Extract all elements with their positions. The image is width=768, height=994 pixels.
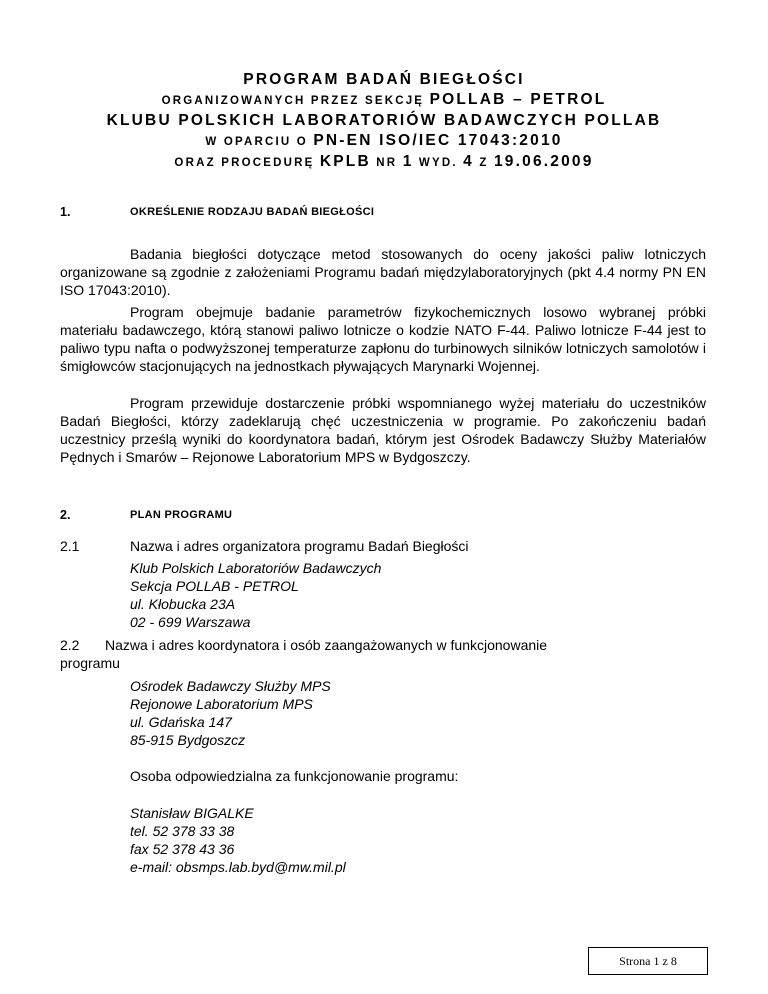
organizer-address-line: 02 - 699 Warszawa — [130, 614, 251, 630]
title-line-5-c: NR — [370, 157, 403, 169]
title-line-1: PROGRAM BADAŃ BIEGŁOŚCI — [243, 71, 525, 88]
title-line-5-f: 4 — [463, 153, 474, 170]
title-line-4-a: W OPARCIU O — [205, 136, 314, 148]
item-2-2-text-line-2: programu — [60, 655, 120, 671]
document-title — [0, 70, 768, 173]
coordinator-address-line: Rejonowe Laboratorium MPS — [130, 696, 313, 712]
item-2-1-number: 2.1 — [60, 538, 80, 554]
contact-block — [130, 804, 346, 876]
contact-email: e-mail: obsmps.lab.byd@mw.mil.pl — [130, 859, 346, 875]
item-2-1-text: Nazwa i adres organizatora programu Badań Biegłości — [130, 538, 469, 554]
section-1-heading: OKREŚLENIE RODZAJU BADAŃ BIEGŁOŚCI — [130, 206, 375, 218]
organizer-address-line: ul. Kłobucka 23A — [130, 596, 236, 612]
page-number-footer: Strona 1 z 8 — [588, 947, 708, 975]
title-line-5-e: WYD. — [413, 157, 464, 169]
coordinator-address-line: 85-915 Bydgoszcz — [130, 732, 246, 748]
title-line-2-a: ORGANIZOWANYCH PRZEZ SEKCJĘ — [161, 95, 430, 107]
item-2-2-text-line-1: Nazwa i adres koordynatora i osób zaangażowanych w funkcjonowanie — [105, 637, 548, 653]
title-line-3-a: KLUBU POLSKICH LABORATORIÓW BADAWCZYCH — [106, 112, 585, 129]
section-1-paragraph-2: Program obejmuje badanie parametrów fizykochemicznych losowo wybranej próbki materiału badawczego, którą stanowi paliwo lotnicze o kodzie NATO F-44. Paliwo lotnicze F-44 jest to paliwo typu nafta o podwyższonej temperaturze zapłonu do turbinowych silników lotniczych samolotów i śmigłowców stacjonujących na jednostkach pływających Marynarki Wojennej. — [60, 304, 706, 374]
title-line-5-h: 19.06.2009 — [493, 153, 594, 170]
contact-name: Stanisław BIGALKE — [130, 805, 254, 821]
item-2-2-number: 2.2 — [60, 637, 80, 653]
organizer-address-line: Sekcja POLLAB - PETROL — [130, 578, 299, 594]
title-line-2 — [0, 90, 768, 111]
section-1-number: 1. — [60, 205, 71, 219]
title-line-5-g: Z — [473, 157, 494, 169]
title-line-5-d: 1 — [402, 153, 414, 170]
responsible-person-label: Osoba odpowiedzialna za funkcjonowanie programu: — [130, 768, 459, 784]
coordinator-address-line: ul. Gdańska 147 — [130, 714, 232, 730]
coordinator-address-line: Ośrodek Badawczy Służby MPS — [130, 678, 331, 694]
title-line-5 — [0, 152, 768, 173]
title-line-3 — [0, 111, 768, 131]
section-1-paragraph-1: Badania biegłości dotyczące metod stosowanych do oceny jakości paliw lotniczych organizowane są zgodnie z założeniami Programu badań międzylaboratoryjnych (pkt 4.4 normy PN EN ISO 17043:2010). — [60, 246, 706, 298]
title-line-3-b: POLLAB — [584, 112, 662, 129]
title-line-5-b: KPLB — [319, 153, 371, 170]
contact-phone: tel. 52 378 33 38 — [130, 823, 235, 839]
title-line-5-a: ORAZ PROCEDURĘ — [174, 157, 320, 169]
title-line-4 — [0, 131, 768, 152]
organizer-address — [130, 559, 381, 631]
title-line-4-b: PN-EN ISO/IEC 17043:2010 — [313, 132, 563, 149]
coordinator-address — [130, 677, 331, 749]
title-line-2-b: POLLAB – PETROL — [429, 91, 607, 108]
organizer-address-line: Klub Polskich Laboratoriów Badawczych — [130, 560, 382, 576]
contact-fax: fax 52 378 43 36 — [130, 841, 235, 857]
section-1-paragraph-3: Program przewiduje dostarczenie próbki wspomnianego wyżej materiału do uczestników Badań Biegłości, którzy zadeklarują chęć uczestniczenia w programie. Po zakończeniu badań uczestnicy prześlą wyniki do koordynatora badań, którym jest Ośrodek Badawczy Służby Materiałów Pędnych i Smarów – Rejonowe Laboratorium MPS w Bydgoszczy. — [60, 395, 706, 465]
section-2-number: 2. — [60, 508, 71, 522]
section-2-heading: PLAN PROGRAMU — [130, 509, 233, 521]
